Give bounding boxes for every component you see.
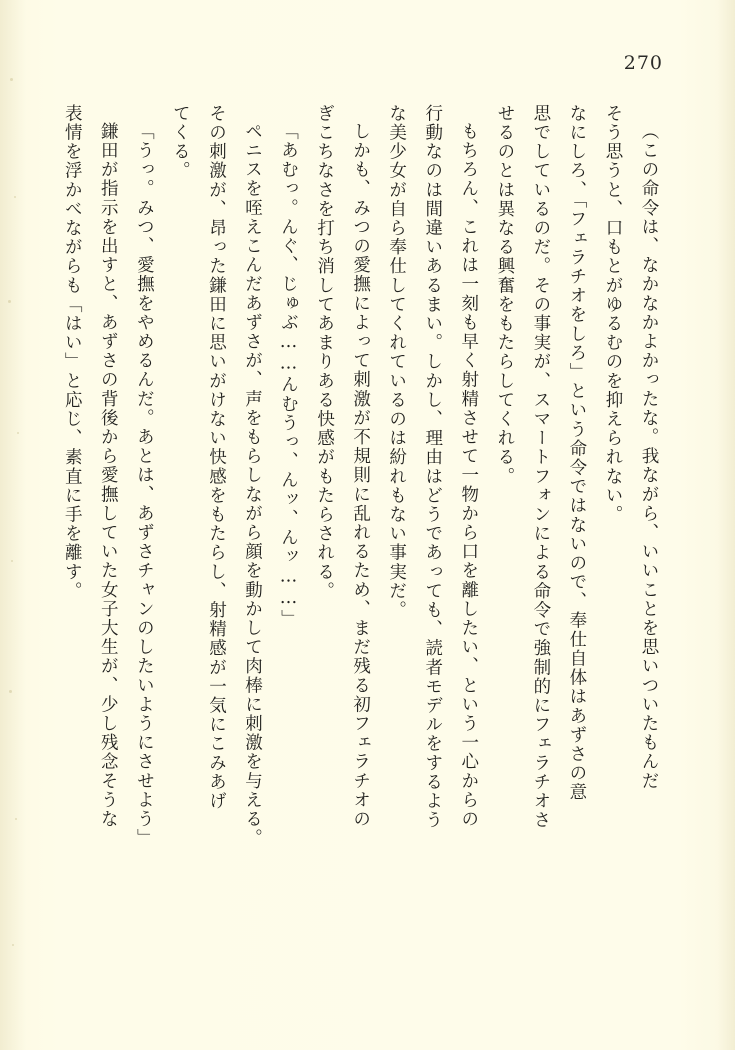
- paragraph: てくる。: [170, 104, 191, 181]
- paragraph: 表情を浮かべながらも「はい」と応じ、素直に手を離す。: [62, 104, 83, 601]
- paragraph: ぎこちなさを打ち消してあまりある快感がもたらされる。: [314, 104, 335, 601]
- page-edge-shadow-right: [717, 0, 735, 1050]
- paragraph: な美少女が自ら奉仕してくれているのは紛れもない事実だ。: [386, 104, 407, 620]
- paper-speck: [14, 196, 16, 198]
- paragraph: しかも、みつの愛撫によって刺激が不規則に乱れるため、まだ残る初フェラチオの: [350, 121, 371, 829]
- page-number: 270: [623, 52, 663, 74]
- paper-speck: [12, 944, 14, 946]
- paragraph: 「あむっ。んぐ、じゅぶ……んむうっ、んッ、んッ……」: [278, 121, 299, 629]
- body-text: [62, 104, 667, 944]
- paragraph: 行動なのは間違いあるまい。しかし、理由はどうであっても、読者モデルをするよう: [422, 104, 443, 830]
- paper-speck: [10, 78, 13, 81]
- paragraph: 思でしているのだ。その事実が、スマートフォンによる命令で強制的にフェラチオさ: [530, 104, 551, 830]
- page-edge-shadow-left: [0, 0, 26, 1050]
- paragraph: 「うっ。みつ、愛撫をやめるんだ。あとは、あずさチャンのしたいようにさせよう」: [134, 121, 155, 848]
- paragraph: （この命令は、なかなかよかったな。我ながら、いいことを思いついたもんだ: [639, 121, 659, 790]
- paper-speck: [8, 300, 11, 303]
- paper-speck: [11, 560, 13, 562]
- paper-speck: [15, 818, 17, 820]
- paragraph: その刺激が、昂った鎌田に思いがけない快感をもたらし、射精感が一気にこみあげ: [206, 104, 227, 811]
- paragraph: せるのとは異なる興奮をもたらしてくれる。: [494, 104, 515, 486]
- paper-speck: [9, 690, 12, 693]
- paragraph: ペニスを咥えこんだあずさが、声をもらしながら顔を動かして肉棒に刺激を与える。: [242, 121, 263, 848]
- paragraph: なにしろ、「フェラチオをしろ」という命令ではないので、奉仕自体はあずさの意: [566, 104, 587, 802]
- paragraph: もちろん、これは一刻も早く射精させて一物から口を離したい、という一心からの: [458, 121, 479, 829]
- paragraph: そう思うと、口もとがゆるむのを抑えられない。: [602, 104, 623, 525]
- paper-speck: [17, 432, 19, 434]
- paragraph: 鎌田が指示を出すと、あずさの背後から愛撫していた女子大生が、少し残念そうな: [98, 121, 119, 829]
